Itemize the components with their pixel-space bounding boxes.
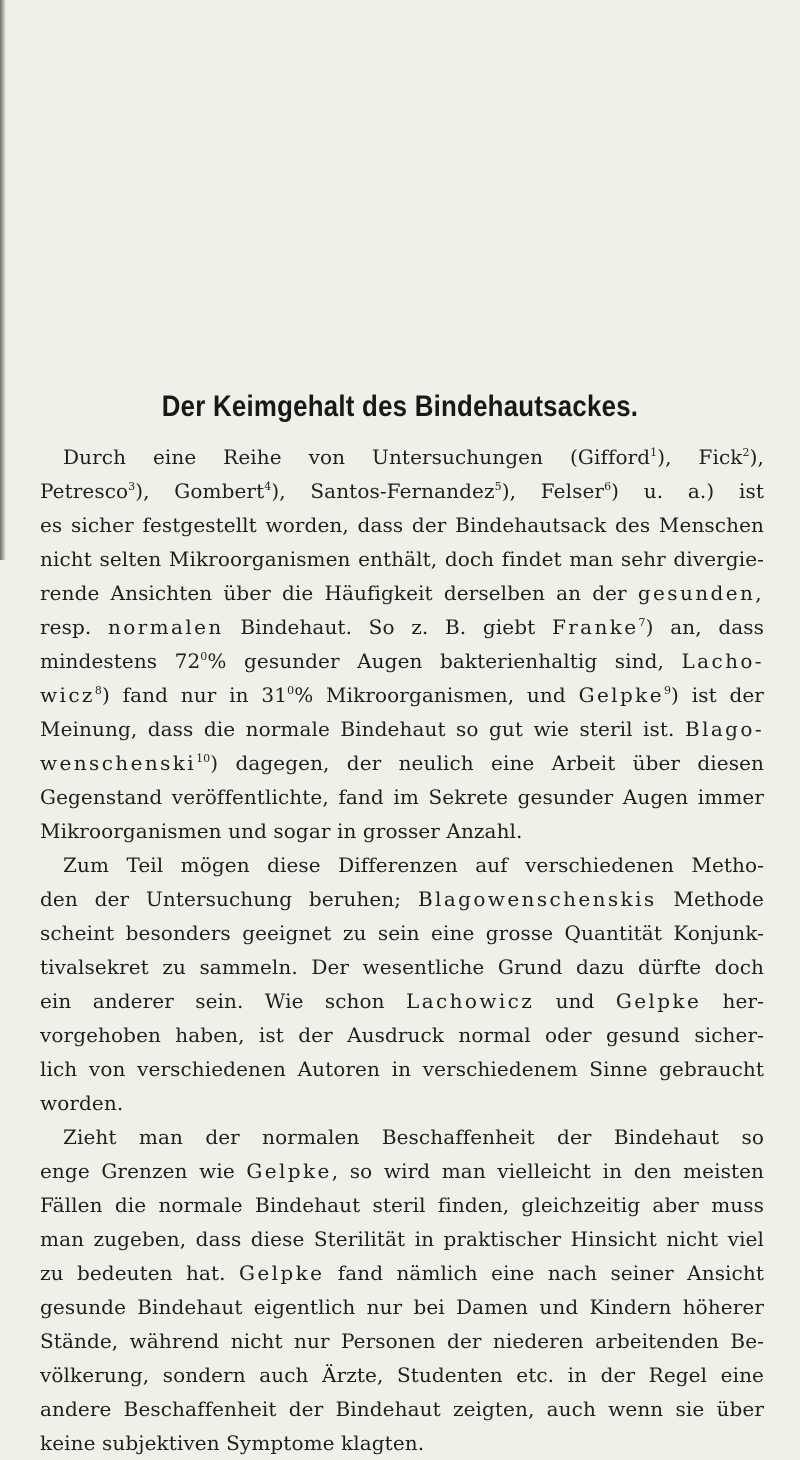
text-line: keine subjektiven Symptome klagten. — [40, 1431, 425, 1455]
footnote-ref: 6 — [604, 480, 612, 493]
text-line: Zum Teil mögen diese Differenzen auf verschiedenen Metho- — [63, 853, 764, 877]
text-line: vorgehoben haben, ist der Ausdruck normal oder gesund sicher- — [40, 1023, 764, 1047]
text-line: man zugeben, dass diese Sterilität in praktischer Hinsicht nicht viel — [40, 1227, 764, 1251]
text-line: Zieht man der normalen Beschaffenheit der Bindehaut so — [63, 1125, 764, 1149]
text-line: Gegenstand veröffentlichte, fand im Sekrete gesunder Augen immer — [40, 785, 764, 809]
footnote-ref: 9 — [663, 684, 672, 697]
footnote-ref: 7 — [638, 616, 646, 629]
paragraph-3 — [40, 1120, 764, 1460]
footnote-ref: 2 — [742, 446, 750, 459]
text-line: worden. — [40, 1091, 124, 1115]
text-line: ein anderer sein. Wie schon Lachowicz und Gelpke her- — [40, 989, 764, 1013]
text-line: Fällen die normale Bindehaut steril finden, gleichzeitig aber muss — [40, 1193, 764, 1217]
footnote-ref: 5 — [494, 480, 502, 493]
footnote-ref: 10 — [196, 752, 211, 765]
text-line: scheint besonders geeignet zu sein eine grosse Quantität Konjunk- — [40, 921, 764, 945]
footnote-ref: 4 — [264, 480, 272, 493]
superscript-zero: 0 — [287, 684, 295, 697]
text-line: nicht selten Mikroorganismen enthält, doch findet man sehr divergie- — [40, 547, 764, 571]
superscript-zero: 0 — [200, 650, 208, 663]
footnote-ref: 3 — [128, 480, 136, 493]
footnote-ref: 8 — [94, 684, 102, 697]
body-text — [40, 440, 764, 1460]
text-line: andere Beschaffenheit der Bindehaut zeigten, auch wenn sie über — [40, 1397, 764, 1421]
text-line: wenschenski$^{10}$) dagegen, der neulich eine Arbeit über diesen — [40, 751, 764, 775]
paragraph-1 — [40, 440, 764, 848]
text-line: Mikroorganismen und sogar in grosser Anzahl. — [40, 819, 523, 843]
text-line: Durch eine Reihe von Untersuchungen (Gifford$^1$), Fick$^2$), — [63, 445, 764, 469]
page-title: Der Keimgehalt des Bindehautsackes. — [161, 390, 639, 423]
text-line: völkerung, sondern auch Ärzte, Studenten etc. in der Regel eine — [40, 1363, 764, 1387]
text-line: mindestens $72^0\%$ gesunder Augen bakterienhaltig sind, Lacho- — [40, 649, 764, 673]
text-line: zu bedeuten hat. Gelpke fand nämlich eine nach seiner Ansicht — [40, 1261, 764, 1285]
text-line: enge Grenzen wie Gelpke, so wird man vielleicht in den meisten — [40, 1159, 765, 1183]
text-line: es sicher festgestellt worden, dass der Bindehautsack des Menschen — [40, 513, 764, 537]
text-line: rende Ansichten über die Häufigkeit derselben an der gesunden, — [40, 581, 764, 605]
footnote-ref: 1 — [650, 446, 658, 459]
text-line: lich von verschiedenen Autoren in verschiedenem Sinne gebraucht — [40, 1057, 764, 1081]
text-line: Petresco$^3$), Gombert$^4$), Santos-Fernandez$^5$), Felser$^6$) u. a.) ist — [40, 479, 764, 503]
page-edge — [0, 0, 6, 560]
text-line: tivalsekret zu sammeln. Der wesentliche Grund dazu dürfte doch — [40, 955, 764, 979]
paragraph-2 — [40, 848, 764, 1120]
text-line: wicz$^8$) fand nur in $31^0\%$ Mikroorganismen, und Gelpke$^9$) ist der — [40, 683, 764, 707]
text-line: Stände, während nicht nur Personen der niederen arbeitenden Be- — [40, 1329, 764, 1353]
text-line: resp. normalen Bindehaut. So z. B. giebt Franke$^7$) an, dass — [40, 615, 764, 639]
text-line: Meinung, dass die normale Bindehaut so gut wie steril ist. Blago- — [40, 717, 764, 741]
text-line: gesunde Bindehaut eigentlich nur bei Damen und Kindern höherer — [40, 1295, 764, 1319]
text-line: den der Untersuchung beruhen; Blagowenschenskis Methode — [40, 887, 764, 911]
